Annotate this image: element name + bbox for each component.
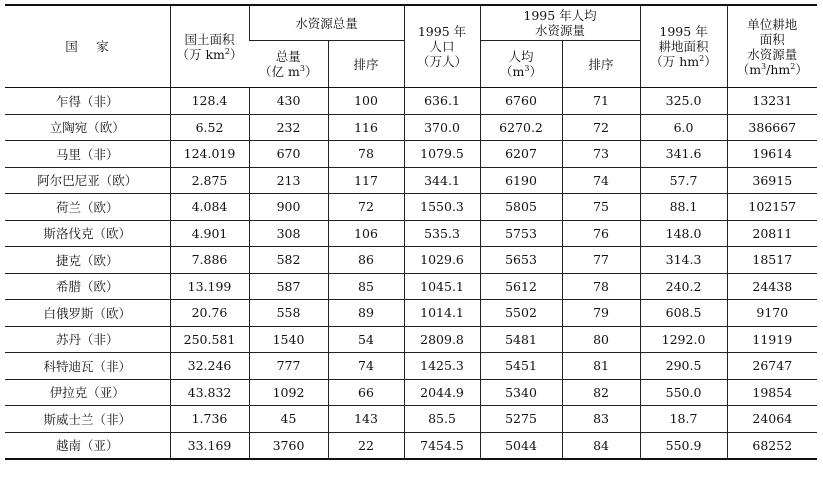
cell-percap-rank: 74 (562, 167, 640, 194)
cell-country: 捷克（欧） (5, 247, 170, 274)
header-area-unit (171, 47, 249, 62)
cell-percap-amount: 5653 (480, 247, 562, 274)
header-percapita (480, 5, 640, 41)
cell-country: 斯威士兰（非） (5, 406, 170, 433)
cell-water-rank: 117 (328, 167, 404, 194)
cell-area: 2.875 (170, 167, 249, 194)
cell-area: 250.581 (170, 326, 249, 353)
cell-arable-area: 57.7 (640, 167, 727, 194)
cell-arable-area: 148.0 (640, 220, 727, 247)
cell-arable-area: 314.3 (640, 247, 727, 274)
cell-arable-area: 325.0 (640, 88, 727, 115)
header-percap-amount-label: 人均 (508, 49, 534, 64)
water-unit-sup: 3 (299, 63, 305, 73)
cell-water-amount: 308 (249, 220, 328, 247)
cell-unit-water: 13231 (727, 88, 817, 115)
cell-percap-amount: 5451 (480, 353, 562, 380)
cell-percap-amount: 5502 (480, 300, 562, 327)
header-water-total-label: 水资源总量 (295, 15, 358, 31)
unit-post: ） (795, 61, 808, 77)
cell-area: 4.901 (170, 220, 249, 247)
cell-unit-water: 18517 (727, 247, 817, 274)
cell-water-amount: 558 (249, 300, 328, 327)
header-water-rank-label: 排序 (353, 56, 379, 72)
percap-unit-post: ） (529, 64, 542, 79)
table-row (5, 326, 817, 353)
cell-water-rank: 106 (328, 220, 404, 247)
cell-water-rank: 100 (328, 88, 404, 115)
header-area-label: 国土面积 (184, 31, 235, 47)
header-pop-line1: 1995 年 (417, 24, 467, 39)
cell-percap-amount: 5044 (480, 432, 562, 459)
header-row-1 (5, 5, 817, 41)
cell-area: 4.084 (170, 194, 249, 221)
table-row (5, 194, 817, 221)
cell-percap-amount: 5275 (480, 406, 562, 433)
cell-population: 535.3 (404, 220, 480, 247)
header-percap-line2: 水资源量 (535, 23, 586, 38)
header-unit-water (727, 5, 817, 88)
cell-population: 1029.6 (404, 247, 480, 274)
cell-water-amount: 900 (249, 194, 328, 221)
cell-water-rank: 116 (328, 114, 404, 141)
cell-percap-amount: 6760 (480, 88, 562, 115)
cell-percap-amount: 5612 (480, 273, 562, 300)
arable-unit-pre: （万 hm (650, 54, 700, 69)
table-row (5, 353, 817, 380)
header-water-amount-unit (249, 64, 328, 79)
cell-water-rank: 22 (328, 432, 404, 459)
arable-unit-post: ） (704, 54, 717, 69)
percap-unit-sup: 3 (524, 63, 530, 73)
cell-arable-area: 1292.0 (640, 326, 727, 353)
cell-country: 阿尔巴尼亚（欧） (5, 167, 170, 194)
header-unit-line4 (728, 62, 818, 77)
cell-population: 2044.9 (404, 379, 480, 406)
cell-water-amount: 1540 (249, 326, 328, 353)
cell-water-rank: 78 (328, 141, 404, 168)
cell-percap-rank: 73 (562, 141, 640, 168)
table-row (5, 167, 817, 194)
unit-sup1: 3 (761, 61, 767, 71)
header-water-total (249, 5, 404, 41)
cell-country: 乍得（非） (5, 88, 170, 115)
cell-arable-area: 550.9 (640, 432, 727, 459)
cell-arable-area: 290.5 (640, 353, 727, 380)
cell-unit-water: 68252 (727, 432, 817, 459)
header-pop-line2: 人口 (429, 39, 455, 54)
table-row (5, 273, 817, 300)
table-row (5, 141, 817, 168)
cell-unit-water: 11919 (727, 326, 817, 353)
cell-unit-water: 36915 (727, 167, 817, 194)
cell-area: 13.199 (170, 273, 249, 300)
cell-population: 85.5 (404, 406, 480, 433)
cell-country: 立陶宛（欧） (5, 114, 170, 141)
cell-water-rank: 85 (328, 273, 404, 300)
percap-unit-pre: （m (500, 64, 525, 79)
cell-percap-amount: 5481 (480, 326, 562, 353)
cell-country: 越南（亚） (5, 432, 170, 459)
table-row (5, 247, 817, 274)
cell-percap-rank: 75 (562, 194, 640, 221)
cell-area: 7.886 (170, 247, 249, 274)
cell-percap-rank: 83 (562, 406, 640, 433)
cell-water-rank: 72 (328, 194, 404, 221)
cell-population: 1425.3 (404, 353, 480, 380)
cell-water-amount: 1092 (249, 379, 328, 406)
table-row (5, 379, 817, 406)
water-unit-pre: （亿 m (259, 64, 300, 79)
cell-percap-amount: 6270.2 (480, 114, 562, 141)
header-unit-line1: 单位耕地 (747, 16, 798, 32)
cell-country: 伊拉克（亚） (5, 379, 170, 406)
cell-population: 2809.8 (404, 326, 480, 353)
cell-percap-rank: 71 (562, 88, 640, 115)
header-water-amount (249, 41, 328, 88)
arable-unit-sup: 2 (699, 53, 705, 63)
cell-country: 希腊（欧） (5, 273, 170, 300)
header-percap-rank-label: 排序 (588, 56, 614, 72)
cell-water-amount: 3760 (249, 432, 328, 459)
cell-unit-water: 24064 (727, 406, 817, 433)
cell-percap-rank: 76 (562, 220, 640, 247)
header-arable-line2: 耕地面积 (658, 39, 709, 54)
cell-arable-area: 88.1 (640, 194, 727, 221)
cell-population: 7454.5 (404, 432, 480, 459)
cell-unit-water: 26747 (727, 353, 817, 380)
cell-population: 1079.5 (404, 141, 480, 168)
cell-area: 43.832 (170, 379, 249, 406)
cell-water-rank: 74 (328, 353, 404, 380)
cell-percap-rank: 82 (562, 379, 640, 406)
cell-country: 斯洛伐克（欧） (5, 220, 170, 247)
cell-percap-rank: 81 (562, 353, 640, 380)
cell-water-rank: 54 (328, 326, 404, 353)
header-area (170, 5, 249, 88)
cell-unit-water: 386667 (727, 114, 817, 141)
header-percap-amount (480, 41, 562, 88)
cell-population: 1550.3 (404, 194, 480, 221)
cell-population: 636.1 (404, 88, 480, 115)
cell-water-rank: 66 (328, 379, 404, 406)
cell-population: 1014.1 (404, 300, 480, 327)
cell-unit-water: 24438 (727, 273, 817, 300)
cell-percap-rank: 72 (562, 114, 640, 141)
unit-sup2: 2 (790, 61, 796, 71)
cell-water-amount: 232 (249, 114, 328, 141)
header-arable-line3 (641, 54, 727, 69)
cell-water-amount: 777 (249, 353, 328, 380)
header-arable-line1: 1995 年 (659, 24, 708, 39)
cell-country: 白俄罗斯（欧） (5, 300, 170, 327)
cell-area: 6.52 (170, 114, 249, 141)
cell-arable-area: 6.0 (640, 114, 727, 141)
cell-water-amount: 213 (249, 167, 328, 194)
header-arable (640, 5, 727, 88)
cell-arable-area: 608.5 (640, 300, 727, 327)
cell-water-amount: 430 (249, 88, 328, 115)
cell-area: 32.246 (170, 353, 249, 380)
cell-country: 科特迪瓦（非） (5, 353, 170, 380)
area-unit-post: ） (229, 46, 243, 62)
unit-pre: （m (736, 61, 762, 77)
header-pop-line3: （万人） (417, 54, 468, 69)
cell-unit-water: 9170 (727, 300, 817, 327)
cell-percap-rank: 80 (562, 326, 640, 353)
unit-mid: /hm (766, 61, 791, 77)
area-unit-sup: 2 (224, 46, 230, 56)
cell-country: 荷兰（欧） (5, 194, 170, 221)
water-resources-table (5, 4, 817, 460)
cell-area: 128.4 (170, 88, 249, 115)
cell-percap-rank: 79 (562, 300, 640, 327)
cell-arable-area: 18.7 (640, 406, 727, 433)
cell-percap-rank: 84 (562, 432, 640, 459)
cell-unit-water: 19854 (727, 379, 817, 406)
cell-water-amount: 582 (249, 247, 328, 274)
cell-unit-water: 102157 (727, 194, 817, 221)
cell-percap-rank: 78 (562, 273, 640, 300)
table-row (5, 432, 817, 459)
cell-unit-water: 20811 (727, 220, 817, 247)
cell-percap-amount: 6207 (480, 141, 562, 168)
header-water-amount-label: 总量 (275, 49, 301, 64)
table-body (5, 88, 817, 460)
cell-water-amount: 45 (249, 406, 328, 433)
cell-arable-area: 341.6 (640, 141, 727, 168)
cell-water-amount: 670 (249, 141, 328, 168)
cell-unit-water: 19614 (727, 141, 817, 168)
header-unit-line3: 水资源量 (747, 46, 798, 62)
water-unit-post: ） (304, 64, 318, 79)
cell-country: 苏丹（非） (5, 326, 170, 353)
table-row (5, 300, 817, 327)
table-row (5, 114, 817, 141)
cell-country: 马里（非） (5, 141, 170, 168)
cell-water-rank: 86 (328, 247, 404, 274)
cell-area: 1.736 (170, 406, 249, 433)
cell-population: 344.1 (404, 167, 480, 194)
cell-area: 20.76 (170, 300, 249, 327)
cell-water-amount: 587 (249, 273, 328, 300)
cell-area: 33.169 (170, 432, 249, 459)
cell-population: 1045.1 (404, 273, 480, 300)
header-unit-line2: 面积 (759, 31, 785, 47)
header-population (404, 5, 480, 88)
cell-water-rank: 89 (328, 300, 404, 327)
header-percap-amount-unit (481, 64, 562, 79)
cell-area: 124.019 (170, 141, 249, 168)
cell-percap-amount: 5340 (480, 379, 562, 406)
cell-percap-amount: 5753 (480, 220, 562, 247)
header-percap-line1: 1995 年人均 (523, 8, 597, 23)
table-row (5, 406, 817, 433)
cell-percap-amount: 6190 (480, 167, 562, 194)
table-row (5, 88, 817, 115)
header-country (5, 5, 170, 88)
area-unit-pre: （万 km (176, 46, 225, 62)
header-percap-rank (562, 41, 640, 88)
cell-arable-area: 550.0 (640, 379, 727, 406)
table-row (5, 220, 817, 247)
header-water-rank (328, 41, 404, 88)
cell-arable-area: 240.2 (640, 273, 727, 300)
cell-percap-amount: 5805 (480, 194, 562, 221)
cell-percap-rank: 77 (562, 247, 640, 274)
header-country-label: 国 家 (65, 39, 110, 54)
cell-water-rank: 143 (328, 406, 404, 433)
cell-population: 370.0 (404, 114, 480, 141)
